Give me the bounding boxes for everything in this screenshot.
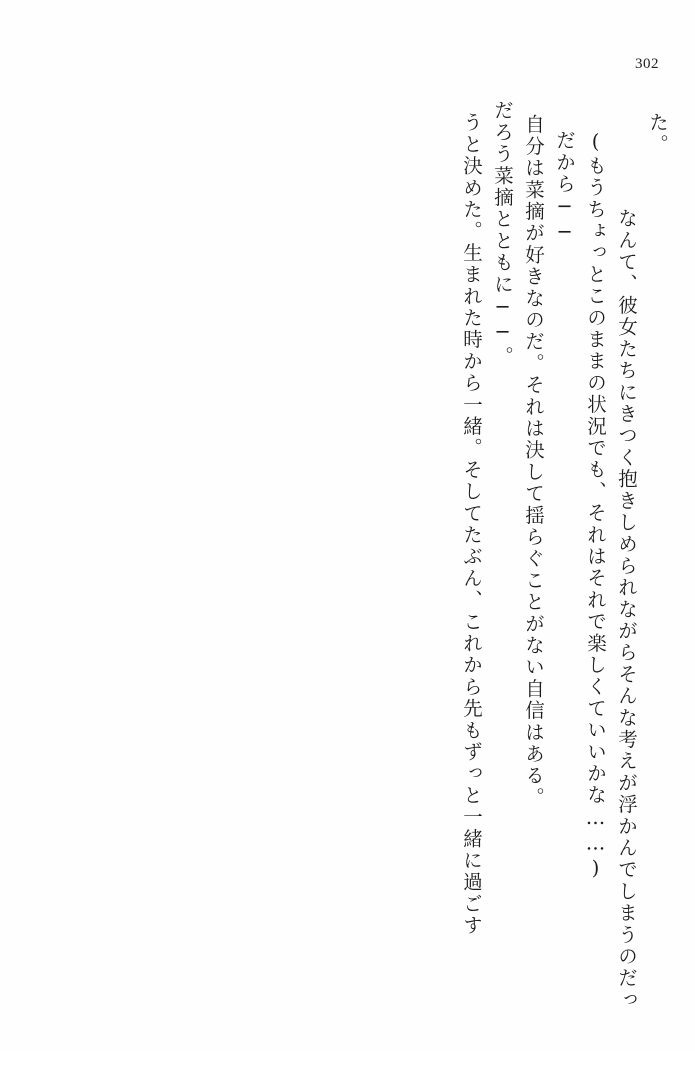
text-column: なんて、彼女たちにきつく抱きしめられながらそんな考えが浮かんでしまうのだっ bbox=[615, 208, 638, 1011]
text-column: 自分は菜摘が好きなのだ。それは決して揺らぐことがない自信はある。 bbox=[522, 114, 545, 809]
vertical-text-block bbox=[450, 100, 669, 1011]
text-column: た。 bbox=[646, 112, 669, 156]
text-column: だろう菜摘とともに──。 bbox=[491, 100, 514, 368]
text-column: だから── bbox=[553, 130, 576, 246]
text-column: うと決めた。生まれた時から一緒。そしてたぶん、これから先もずっと一緒に過ごす bbox=[460, 112, 483, 937]
text-column: (もうちょっとこのままの状況でも、それはそれで楽しくていいかな……) bbox=[584, 130, 607, 882]
page-number: 302 bbox=[635, 56, 659, 72]
